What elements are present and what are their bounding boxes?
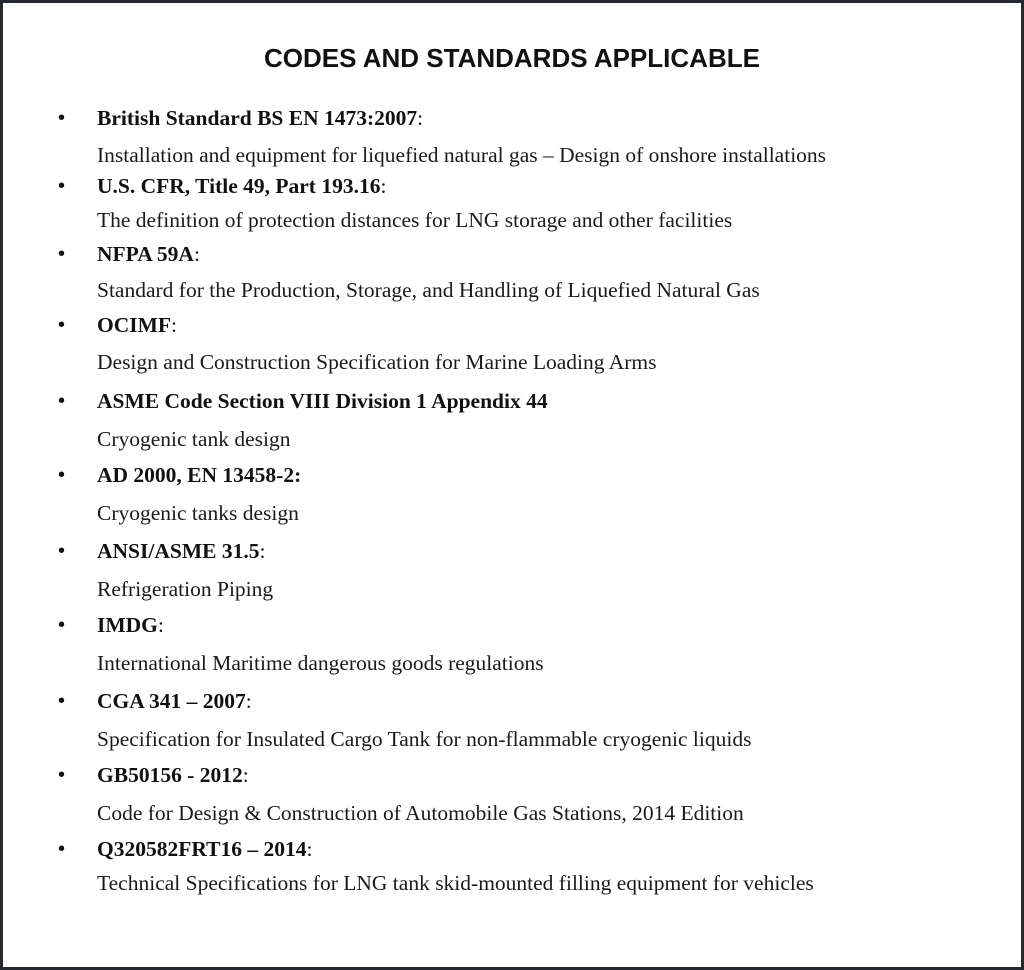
document-title: CODES AND STANDARDS APPLICABLE <box>264 43 760 73</box>
standard-code <box>97 312 177 338</box>
standard-description: Design and Construction Specification for Marine Loading Arms <box>97 350 657 374</box>
standard-description: Code for Design & Construction of Automobile Gas Stations, 2014 Edition <box>97 801 744 825</box>
standard-code <box>97 462 301 488</box>
standard-code <box>97 688 252 714</box>
standard-code-separator: : <box>306 837 313 861</box>
standard-code <box>97 762 249 788</box>
standard-description: Cryogenic tanks design <box>97 501 299 525</box>
standard-code-separator: : <box>259 539 266 563</box>
standard-code-separator: : <box>245 689 252 713</box>
standard-code <box>97 538 265 564</box>
standard-code-separator: : <box>294 463 302 487</box>
standard-code-text: ASME Code Section VIII Division 1 Appendix 44 <box>97 389 548 413</box>
bullet-icon: • <box>58 540 66 562</box>
bullet-icon: • <box>58 243 66 265</box>
standard-description: Standard for the Production, Storage, and Handling of Liquefied Natural Gas <box>97 278 760 302</box>
standard-code-text: ANSI/ASME 31.5 <box>97 539 260 563</box>
standard-code-separator: : <box>193 242 200 266</box>
standard-code-separator: : <box>417 106 424 130</box>
bullet-icon: • <box>58 464 66 486</box>
standard-code-separator: : <box>380 174 387 198</box>
standard-code-text: NFPA 59A <box>97 242 194 266</box>
standard-code <box>97 173 386 199</box>
standard-code-text: Q320582FRT16 – 2014 <box>97 837 307 861</box>
standard-description: Technical Specifications for LNG tank skid-mounted filling equipment for vehicles <box>97 871 814 895</box>
standard-code-text: OCIMF <box>97 313 172 337</box>
standard-code-text: GB50156 - 2012 <box>97 763 243 787</box>
standard-code-text: CGA 341 – 2007 <box>97 689 246 713</box>
standard-code <box>97 241 200 267</box>
standard-code <box>97 388 548 414</box>
bullet-icon: • <box>58 764 66 786</box>
standard-description: International Maritime dangerous goods regulations <box>97 651 544 675</box>
bullet-icon: • <box>58 838 66 860</box>
standard-code-separator: : <box>157 613 164 637</box>
standard-description: Installation and equipment for liquefied natural gas – Design of onshore installations <box>97 143 827 167</box>
standard-code-separator: : <box>171 313 178 337</box>
standard-code-separator: : <box>242 763 249 787</box>
bullet-icon: • <box>58 314 66 336</box>
standard-description: The definition of protection distances for LNG storage and other facilities <box>97 208 733 232</box>
standard-code-text: U.S. CFR, Title 49, Part 193.16 <box>97 174 381 198</box>
standard-description: Cryogenic tank design <box>97 427 291 451</box>
bullet-icon: • <box>58 175 66 197</box>
standard-code <box>97 105 423 131</box>
standard-code-text: British Standard BS EN 1473:2007 <box>97 106 418 130</box>
bullet-icon: • <box>58 614 66 636</box>
standard-description: Refrigeration Piping <box>97 577 274 601</box>
standard-code <box>97 612 164 638</box>
standard-description: Specification for Insulated Cargo Tank for non-flammable cryogenic liquids <box>97 727 752 751</box>
bullet-icon: • <box>58 390 66 412</box>
standard-code <box>97 836 312 862</box>
standard-code-text: AD 2000, EN 13458-2 <box>97 463 295 487</box>
standard-code-text: IMDG <box>97 613 158 637</box>
bullet-icon: • <box>58 690 66 712</box>
bullet-icon: • <box>58 107 66 129</box>
